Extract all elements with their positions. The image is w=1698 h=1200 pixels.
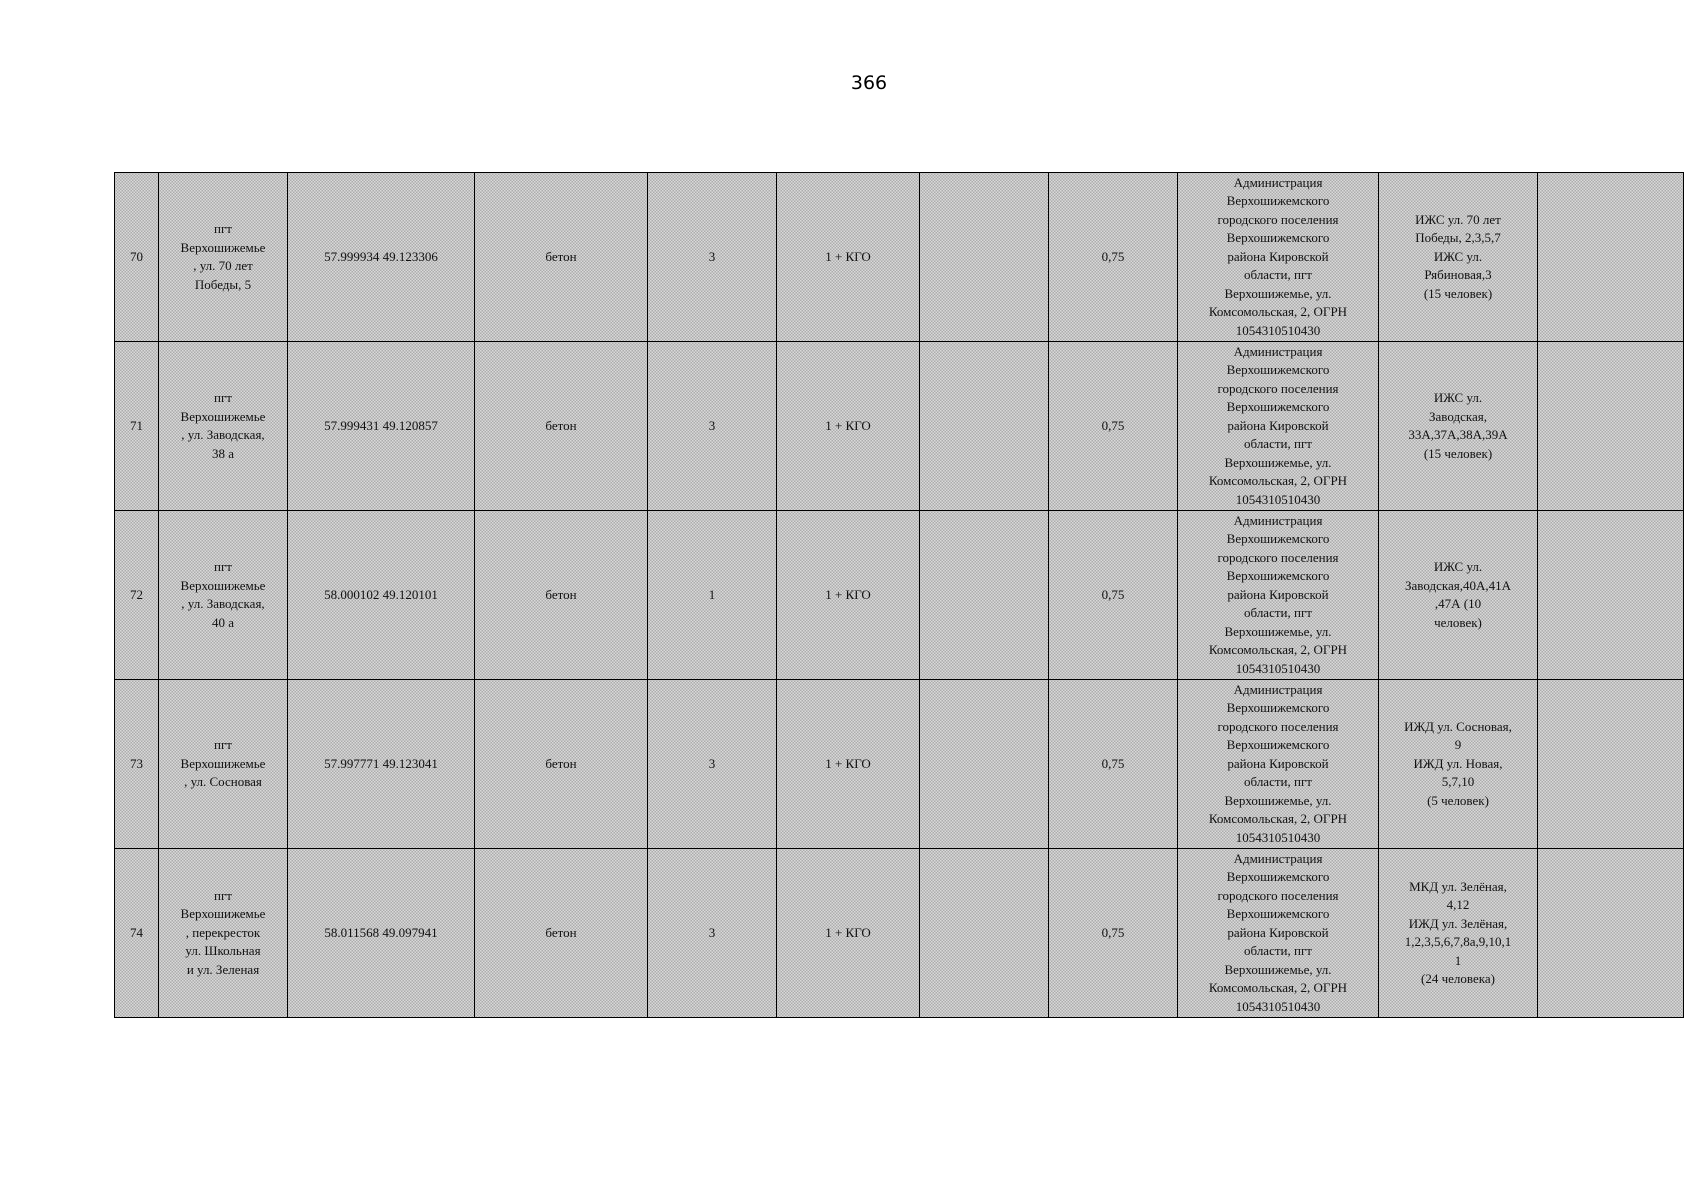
note-cell [1538,511,1684,680]
waste-sources-cell: ИЖС ул. Заводская,40А,41А ,47А (10 человек) [1379,511,1538,680]
waste-sources-cell: ИЖД ул. Сосновая, 9 ИЖД ул. Новая, 5,7,10 (5 человек) [1379,680,1538,849]
empty-cell [920,511,1049,680]
volume-cell: 0,75 [1049,680,1178,849]
container-count-cell: 3 [648,342,777,511]
row-number-cell: 72 [115,511,159,680]
row-number-cell: 70 [115,173,159,342]
owner-cell: Администрация Верхошижемского городского поселения Верхошижемского района Кировской области, пгт Верхошижемье, ул. Комсомольская, 2, ОГРН 1054310510430 [1178,511,1379,680]
table-row [115,511,1684,680]
note-cell [1538,173,1684,342]
waste-sources-cell: ИЖС ул. Заводская, 33А,37А,38А,39А (15 человек) [1379,342,1538,511]
note-cell [1538,849,1684,1018]
table-row [115,680,1684,849]
coordinates-cell: 57.997771 49.123041 [288,680,475,849]
container-count-cell: 1 [648,511,777,680]
owner-cell: Администрация Верхошижемского городского поселения Верхошижемского района Кировской области, пгт Верхошижемье, ул. Комсомольская, 2, ОГРН 1054310510430 [1178,680,1379,849]
page-number: 366 [850,72,888,94]
waste-sources-cell: МКД ул. Зелёная, 4,12 ИЖД ул. Зелёная, 1,2,3,5,6,7,8а,9,10,1 1 (24 человека) [1379,849,1538,1018]
owner-cell: Администрация Верхошижемского городского поселения Верхошижемского района Кировской области, пгт Верхошижемье, ул. Комсомольская, 2, ОГРН 1054310510430 [1178,173,1379,342]
containers-cell: 1 + КГО [777,849,920,1018]
waste-site-registry-table [114,172,1684,1018]
container-count-cell: 3 [648,849,777,1018]
owner-cell: Администрация Верхошижемского городского поселения Верхошижемского района Кировской области, пгт Верхошижемье, ул. Комсомольская, 2, ОГРН 1054310510430 [1178,849,1379,1018]
row-number-cell: 74 [115,849,159,1018]
row-number-cell: 71 [115,342,159,511]
note-cell [1538,680,1684,849]
coordinates-cell: 58.000102 49.120101 [288,511,475,680]
row-number-cell: 73 [115,680,159,849]
surface-cell: бетон [475,511,648,680]
containers-cell: 1 + КГО [777,173,920,342]
containers-cell: 1 + КГО [777,680,920,849]
owner-cell: Администрация Верхошижемского городского поселения Верхошижемского района Кировской области, пгт Верхошижемье, ул. Комсомольская, 2, ОГРН 1054310510430 [1178,342,1379,511]
volume-cell: 0,75 [1049,342,1178,511]
containers-cell: 1 + КГО [777,342,920,511]
surface-cell: бетон [475,680,648,849]
address-cell: пгт Верхошижемье , ул. Сосновая [159,680,288,849]
address-cell: пгт Верхошижемье , ул. Заводская, 38 а [159,342,288,511]
empty-cell [920,173,1049,342]
volume-cell: 0,75 [1049,511,1178,680]
address-cell: пгт Верхошижемье , перекресток ул. Школьная и ул. Зеленая [159,849,288,1018]
table-row [115,849,1684,1018]
surface-cell: бетон [475,849,648,1018]
table-body [115,173,1684,1018]
table-row [115,342,1684,511]
container-count-cell: 3 [648,173,777,342]
surface-cell: бетон [475,342,648,511]
container-count-cell: 3 [648,680,777,849]
volume-cell: 0,75 [1049,849,1178,1018]
coordinates-cell: 58.011568 49.097941 [288,849,475,1018]
empty-cell [920,849,1049,1018]
coordinates-cell: 57.999934 49.123306 [288,173,475,342]
note-cell [1538,342,1684,511]
empty-cell [920,342,1049,511]
address-cell: пгт Верхошижемье , ул. 70 лет Победы, 5 [159,173,288,342]
volume-cell: 0,75 [1049,173,1178,342]
coordinates-cell: 57.999431 49.120857 [288,342,475,511]
containers-cell: 1 + КГО [777,511,920,680]
waste-sources-cell: ИЖС ул. 70 лет Победы, 2,3,5,7 ИЖС ул. Рябиновая,3 (15 человек) [1379,173,1538,342]
surface-cell: бетон [475,173,648,342]
table-row [115,173,1684,342]
address-cell: пгт Верхошижемье , ул. Заводская, 40 а [159,511,288,680]
empty-cell [920,680,1049,849]
